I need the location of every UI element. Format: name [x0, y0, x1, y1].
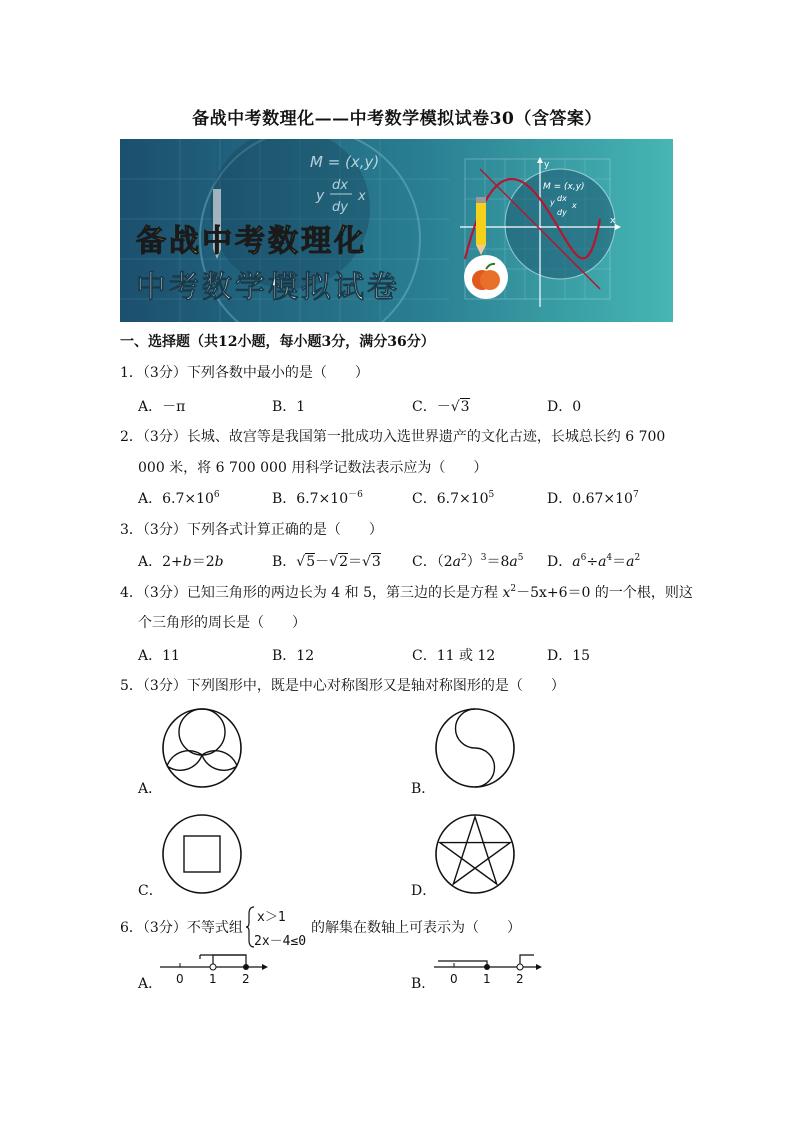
q3-b-minus: －: [315, 554, 330, 570]
q6-option-a: A．: [138, 976, 163, 992]
q1-option-b: B．1: [272, 399, 306, 415]
q6-ineq2: 2x－4≤0: [254, 934, 307, 949]
q4-option-c: C．11 或 12: [412, 648, 496, 664]
q2-c-base: C．6.7×10: [412, 491, 489, 507]
q3-d-var: a: [572, 554, 581, 570]
q5-option-c: C．: [138, 883, 163, 899]
q2-b-exp: －6: [348, 490, 363, 500]
q2-option-b: [272, 488, 363, 508]
q3-b-pre: B．: [272, 554, 297, 570]
q5-figure-b: [433, 706, 517, 790]
q6-b-tick0: 0: [450, 972, 458, 986]
q3-c-exp3: 5: [517, 553, 524, 563]
banner-line1: 备战中考数理化: [136, 224, 367, 259]
q3-b-eq: ＝: [347, 554, 362, 570]
banner-line2: 中考数学模拟试卷: [136, 270, 400, 305]
q5-figure-a: [160, 706, 244, 790]
section-heading: 一、选择题（共12小题，每小题3分，满分36分）: [120, 334, 435, 350]
banner-graph-formula-x: x: [572, 201, 577, 210]
q3-a-var2: b: [214, 554, 224, 570]
q4-exp: 2: [510, 584, 517, 594]
q6-a-tick2: 2: [242, 972, 250, 986]
q6-a-tick1: 1: [209, 972, 217, 986]
q3-a-pre: A．2+: [138, 554, 183, 570]
q3-option-c: [412, 551, 523, 571]
q1-option-a: A．－π: [138, 399, 186, 415]
q2-d-exp: 7: [632, 490, 639, 500]
small-pencil-icon: [476, 197, 486, 255]
q2-a-base: A．6.7×10: [138, 491, 214, 507]
q4-option-a: A．11: [138, 648, 180, 664]
banner-graph-formula-dy: dy: [557, 208, 567, 217]
q2-line1: 2．（3分）长城、故宫等是我国第一批成功入选世界遗产的文化古迹，长城总长约 6 700: [120, 429, 666, 445]
q3-d-eq: ＝: [612, 554, 627, 570]
q6-stem-post: 的解集在数轴上可表示为（ ）: [311, 920, 521, 936]
q6-a-tick0: 0: [176, 972, 184, 986]
banner-formula-dx: dx: [332, 178, 348, 193]
banner-formula-m: M = (x,y): [310, 153, 380, 171]
q2-option-a: [138, 488, 220, 508]
q6-b-tick2: 2: [516, 972, 524, 986]
q3-d-div: ÷: [586, 554, 599, 570]
q3-a-eq: ＝2: [191, 554, 215, 570]
q5-figure-d: [433, 812, 517, 896]
q6-option-b: B．: [411, 976, 436, 992]
q1-option-c: C．－√3: [412, 399, 470, 415]
q2-b-base: B．6.7×10: [272, 491, 349, 507]
q3-option-b: B．√5－√2＝√3: [272, 554, 381, 570]
q3-c-eq: ＝8: [486, 554, 510, 570]
q4-option-b: B．12: [272, 648, 315, 664]
banner-axis-x: x: [610, 216, 616, 226]
banner-formula-x: x: [358, 189, 366, 204]
q1-c-prefix: C．－: [412, 399, 451, 415]
q3-stem: 3．（3分）下列各式计算正确的是（ ）: [120, 522, 383, 538]
banner-graph-formula-y: y: [550, 198, 555, 207]
banner-image: [120, 139, 673, 322]
banner-axis-y: y: [544, 160, 550, 170]
q3-d-var2: a: [598, 554, 607, 570]
apple-icon: [464, 255, 508, 299]
q3-c-exp1: 2: [460, 553, 467, 563]
q6-numberline-b: [432, 949, 544, 987]
q1-stem: 1．（3分）下列各数中最小的是（ ）: [120, 365, 369, 381]
q3-d-pre: D．: [547, 554, 573, 570]
q1-c-radicand: 3: [460, 399, 470, 415]
q5-option-a: A．: [138, 781, 163, 797]
q4-line1-post: －5x+6＝0 的一个根，则这: [516, 585, 693, 601]
q2-a-exp: 6: [213, 490, 220, 500]
q5-stem: 5．（3分）下列图形中，既是中心对称图形又是轴对称图形的是（ ）: [120, 678, 565, 694]
q3-b-rad3: 3: [371, 554, 381, 570]
q1-option-d: D．0: [547, 399, 582, 415]
q5-option-d: D．: [411, 883, 437, 899]
q3-c-var: a: [452, 554, 461, 570]
q3-d-var3: a: [626, 554, 635, 570]
banner-formula-y: y: [316, 188, 325, 204]
q3-c-mid: ）: [466, 554, 481, 570]
q3-d-exp2: 4: [606, 553, 613, 563]
q5-option-b: B．: [411, 781, 436, 797]
q2-d-base: D．0.67×10: [547, 491, 633, 507]
q2-c-exp: 5: [488, 490, 495, 500]
q3-c-pre: C．（2: [412, 554, 453, 570]
banner-graph-formula-m: M = (x,y): [543, 182, 585, 192]
q3-d-exp3: 2: [634, 553, 641, 563]
q4-option-d: D．15: [547, 648, 591, 664]
q6-numberline-a: [158, 949, 268, 987]
q2-option-c: [412, 488, 494, 508]
q3-a-var: b: [182, 554, 192, 570]
q4-var-x: x: [502, 585, 511, 601]
q6-ineq1: x＞1: [257, 910, 286, 925]
q4-line1: [120, 583, 693, 603]
q3-b-rad2: 2: [339, 554, 348, 570]
q5-figure-c: [160, 812, 244, 896]
q3-option-a: [138, 551, 224, 571]
q3-b-rad1: 5: [306, 554, 316, 570]
q2-option-d: [547, 488, 639, 508]
q3-c-exp2: 3: [480, 553, 487, 563]
page-title: 备战中考数理化——中考数学模拟试卷30（含答案）: [192, 109, 602, 129]
banner-formula-dy: dy: [332, 200, 348, 215]
q4-line2: 个三角形的周长是（ ）: [138, 615, 306, 631]
q6-b-tick1: 1: [483, 972, 491, 986]
q2-line2: 000 米，将 6 700 000 用科学记数法表示应为（ ）: [138, 460, 488, 476]
banner-graph-formula-dx: dx: [557, 194, 567, 203]
q3-option-d: [547, 551, 640, 571]
q3-d-exp1: 6: [580, 553, 587, 563]
q6-stem-pre: 6．（3分）不等式组: [120, 920, 243, 936]
q4-line1-pre: 4．（3分）已知三角形的两边长为 4 和 5，第三边的长是方程: [120, 585, 503, 601]
q3-c-var2: a: [509, 554, 518, 570]
